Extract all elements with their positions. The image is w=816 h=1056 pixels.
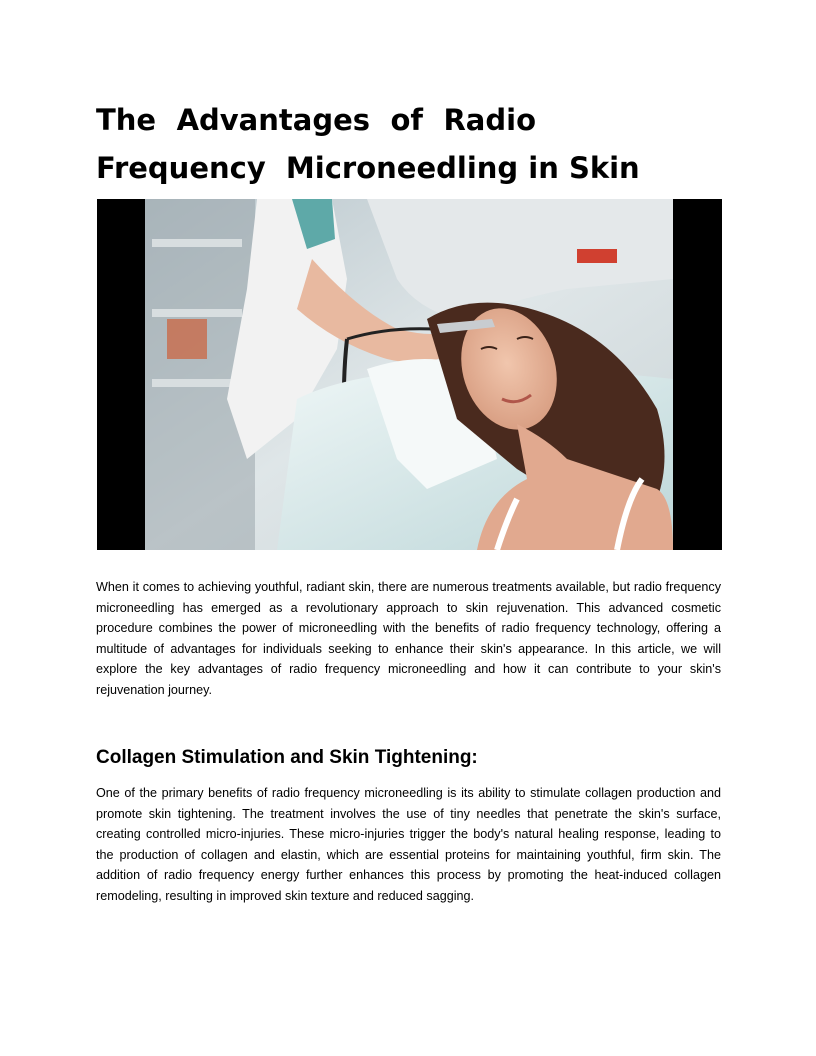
title-word: Advantages (176, 103, 371, 137)
title-line-1 (96, 96, 536, 144)
hero-image (97, 199, 722, 550)
title-word: of (390, 103, 424, 137)
title-line-2: Frequency Microneedling in Skin (96, 151, 640, 185)
intro-paragraph: When it comes to achieving youthful, radiant skin, there are numerous treatments available, but radio frequency microneedling has emerged as a revolutionary approach to skin rejuvenation. This advanced cosmetic procedure combines the power of microneedling with the benefits of radio frequency technology, offering a multitude of advantages for individuals seeking to enhance their skin's appearance. In this article, we will explore the key advantages of radio frequency microneedling and how it can contribute to your skin's rejuvenation journey. (96, 580, 721, 697)
title-word: The (96, 103, 157, 137)
section-heading: Collagen Stimulation and Skin Tightening: (96, 747, 478, 768)
treatment-photo-icon (97, 199, 722, 550)
page-title (96, 96, 640, 192)
title-word: Radio (443, 103, 536, 137)
section-paragraph: One of the primary benefits of radio frequency microneedling is its ability to stimulate collagen production and promote skin tightening. The treatment involves the use of tiny needles that penetrate the skin's surface, creating controlled micro-injuries. These micro-injuries trigger the body's natural healing response, leading to the production of collagen and elastin, which are essential proteins for maintaining youthful, firm skin. The addition of radio frequency energy further enhances this process by promoting the heat-induced collagen remodeling, resulting in improved skin texture and reduced sagging. (96, 786, 721, 903)
